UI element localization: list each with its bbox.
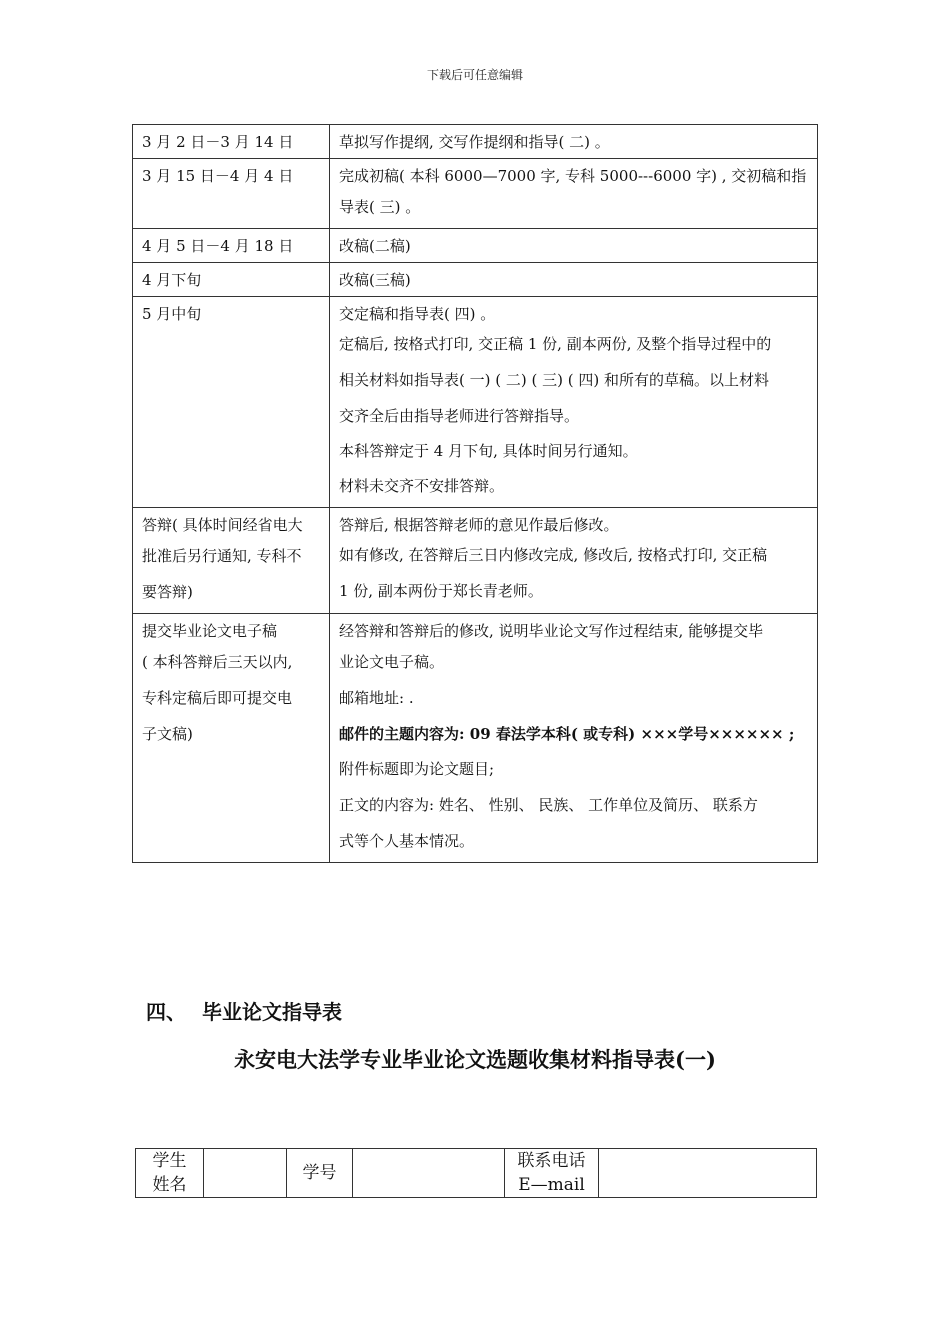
contact-phone-label: 联系电话 [517, 1151, 586, 1171]
schedule-date-text: 子文稿) [142, 725, 193, 743]
schedule-content-line: 相关材料如指导表( 一) ( 二) ( 三) ( 四) 和所有的草稿。以上材料 [339, 371, 769, 389]
schedule-content-line: 1 份, 副本两份于郑长青老师。 [339, 582, 543, 600]
student-id-field[interactable] [353, 1149, 505, 1198]
schedule-content-cell [330, 263, 818, 297]
schedule-content-cell [330, 125, 818, 159]
schedule-date-cell [133, 508, 330, 614]
student-id-label: 学号 [287, 1149, 353, 1198]
table-row [133, 263, 818, 297]
section-title: 毕业论文指导表 [202, 1000, 342, 1024]
section-heading [146, 996, 342, 1025]
student-name-label-line: 姓名 [152, 1175, 187, 1195]
document-title-text: 永安电大法学专业毕业论文选题收集材料指导表(一) [234, 1047, 716, 1072]
schedule-content-line: 交定稿和指导表( 四) 。 [339, 305, 496, 323]
attachment-title-line: 附件标题即为论文题目; [339, 760, 495, 778]
schedule-date-text: 提交毕业论文电子稿 [142, 622, 278, 640]
schedule-content-cell [330, 159, 818, 229]
schedule-date-text: 专科定稿后即可提交电 [142, 689, 293, 707]
schedule-content-line: 答辩后, 根据答辩老师的意见作最后修改。 [339, 516, 619, 534]
schedule-date-text: 4 月 5 日－4 月 18 日 [142, 237, 294, 255]
email-subject-line: 邮件的主题内容为: 09 春法学本科( 或专科) ×××学号×××××× ; [339, 725, 795, 743]
schedule-date-text: 3 月 2 日－3 月 14 日 [142, 133, 294, 151]
email-address-line: 邮箱地址: . [339, 689, 414, 707]
schedule-table [132, 124, 818, 863]
schedule-content-line: 完成初稿( 本科 6000—7000 字, 专科 5000---6000 字) , 交初稿和指 [339, 167, 807, 185]
schedule-date-cell [133, 614, 330, 863]
schedule-date-text: 3 月 15 日－4 月 4 日 [142, 167, 294, 185]
document-title [0, 1044, 950, 1074]
table-row [136, 1149, 817, 1198]
schedule-date-text: 要答辩) [142, 583, 193, 601]
schedule-date-text: 5 月中旬 [142, 305, 202, 323]
schedule-date-text: ( 本科答辩后三天以内, [142, 653, 293, 671]
schedule-content-line: 改稿(二稿) [339, 237, 411, 255]
section-number: 四、 [146, 1000, 186, 1024]
schedule-content-line: 正文的内容为: 姓名、 性别、 民族、 工作单位及简历、 联系方 [339, 796, 758, 814]
student-name-field[interactable] [204, 1149, 287, 1198]
schedule-date-cell [133, 159, 330, 229]
schedule-content-cell [330, 229, 818, 263]
schedule-date-text: 批准后另行通知, 专科不 [142, 547, 302, 565]
page-header-note: 下载后可任意编辑 [426, 68, 523, 82]
schedule-content-line: 业论文电子稿。 [339, 653, 445, 671]
table-row [133, 229, 818, 263]
schedule-content-cell [330, 508, 818, 614]
schedule-content-line: 经答辩和答辩后的修改, 说明毕业论文写作过程结束, 能够提交毕 [339, 622, 764, 640]
schedule-content-line: 草拟写作提纲, 交写作提纲和指导( 二) 。 [339, 133, 610, 151]
schedule-content-line: 改稿(三稿) [339, 271, 411, 289]
contact-label [505, 1149, 599, 1198]
table-row [133, 508, 818, 614]
schedule-content-line: 定稿后, 按格式打印, 交正稿 1 份, 副本两份, 及整个指导过程中的 [339, 335, 772, 353]
table-row [133, 614, 818, 863]
student-info-table [135, 1148, 817, 1198]
schedule-content-line: 如有修改, 在答辩后三日内修改完成, 修改后, 按格式打印, 交正稿 [339, 546, 768, 564]
table-row [133, 159, 818, 229]
schedule-content-cell [330, 614, 818, 863]
contact-email-label: E—mail [518, 1175, 585, 1195]
schedule-content-line: 材料未交齐不安排答辩。 [339, 477, 505, 495]
schedule-date-cell [133, 297, 330, 508]
schedule-date-cell [133, 229, 330, 263]
schedule-content-line: 交齐全后由指导老师进行答辩指导。 [339, 407, 580, 425]
schedule-date-text: 答辩( 具体时间经省电大 [142, 516, 303, 534]
schedule-content-line: 本科答辩定于 4 月下旬, 具体时间另行通知。 [339, 442, 638, 460]
schedule-content-line: 式等个人基本情况。 [339, 832, 475, 850]
table-row [133, 125, 818, 159]
schedule-date-cell [133, 125, 330, 159]
table-row [133, 297, 818, 508]
schedule-content-cell [330, 297, 818, 508]
student-name-label [136, 1149, 204, 1198]
student-name-label-line: 学生 [152, 1151, 187, 1171]
schedule-content-line: 导表( 三) 。 [339, 198, 421, 216]
schedule-date-cell [133, 263, 330, 297]
contact-field[interactable] [599, 1149, 817, 1198]
schedule-date-text: 4 月下旬 [142, 271, 202, 289]
